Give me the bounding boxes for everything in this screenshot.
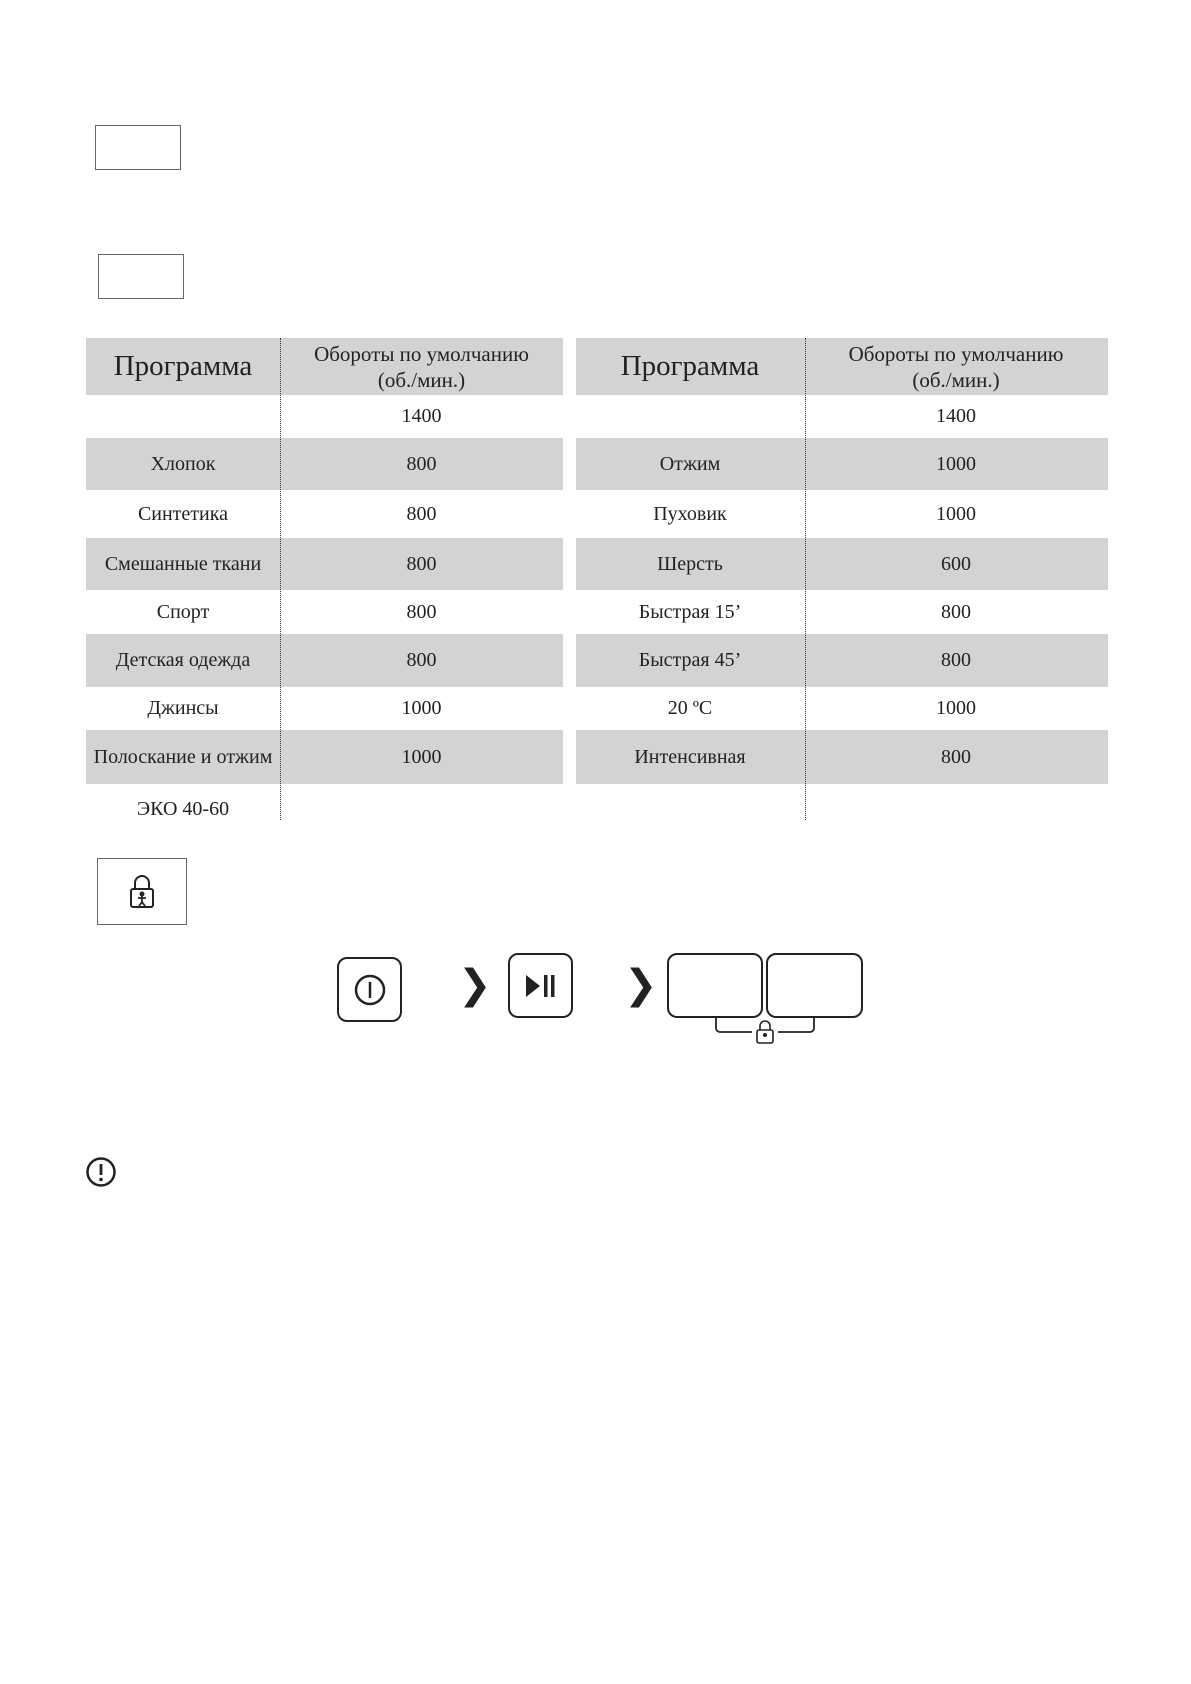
- column-divider: [805, 338, 806, 820]
- program-cell: Быстрая 15’: [638, 600, 742, 623]
- rpm-cell: 1400: [401, 405, 442, 427]
- header-rpm-line2: (об./мин.): [912, 367, 1000, 392]
- rpm-cell: 800: [280, 538, 563, 590]
- program-cell: Пуховик: [653, 502, 727, 525]
- table-row: [86, 490, 563, 538]
- program-cell: Хлопок: [86, 438, 280, 490]
- table-row: [576, 490, 1108, 538]
- program-cell: ЭКО 40-60: [136, 797, 230, 820]
- header-rpm-line1: Обороты по умолчанию: [848, 341, 1064, 366]
- indicator-box-2: [98, 254, 184, 299]
- table-row: [576, 538, 1108, 590]
- power-button[interactable]: [337, 957, 402, 1022]
- rpm-cell: 1000: [936, 697, 976, 719]
- indicator-box-1: [95, 125, 181, 170]
- table-row: [576, 730, 1108, 784]
- rpm-cell: 800: [804, 730, 1108, 784]
- header-program: Программа: [86, 338, 280, 395]
- sequence-arrow: ❯: [458, 962, 492, 1008]
- warning-icon: [85, 1156, 117, 1188]
- header-program: Программа: [576, 338, 804, 395]
- program-cell: Отжим: [576, 438, 804, 490]
- table-row: [576, 438, 1108, 490]
- rpm-cell: 1000: [804, 438, 1108, 490]
- table-row: [86, 784, 563, 834]
- program-cell: Детская одежда: [86, 634, 280, 687]
- rpm-cell: 800: [280, 634, 563, 687]
- child-lock-icon: [757, 1021, 773, 1043]
- table-row: [576, 395, 1108, 438]
- rpm-cell: 800: [406, 600, 437, 623]
- column-divider: [280, 338, 281, 820]
- table-header: [576, 338, 1108, 395]
- program-cell: Джинсы: [147, 697, 219, 719]
- program-cell: Быстрая 45’: [576, 634, 804, 687]
- table-row: [86, 687, 563, 730]
- child-lock-box: [97, 858, 187, 925]
- program-cell: Синтетика: [137, 502, 229, 525]
- sequence-arrow: ❯: [624, 962, 658, 1008]
- table-row: [576, 784, 1108, 834]
- table-row: [576, 590, 1108, 634]
- program-cell: Полоскание и отжим: [86, 730, 280, 784]
- rpm-cell: 1000: [401, 697, 442, 719]
- table-row: [576, 687, 1108, 730]
- table-row: [576, 634, 1108, 687]
- header-rpm-line2: (об./мин.): [377, 367, 466, 392]
- rpm-cell: 1000: [936, 502, 976, 525]
- program-cell: [576, 784, 804, 834]
- program-cell: Шерсть: [576, 538, 804, 590]
- rpm-cell: 1400: [936, 405, 976, 427]
- table-row: [86, 590, 563, 634]
- rpm-cell: 800: [280, 438, 563, 490]
- table-row: [86, 538, 563, 590]
- table-row: [86, 634, 563, 687]
- rpm-cell: [280, 784, 563, 834]
- program-cell: Спорт: [156, 600, 210, 623]
- program-cell: [86, 395, 280, 438]
- program-cell: Смешанные ткани: [86, 538, 280, 590]
- header-rpm: [280, 338, 563, 395]
- power-icon: [353, 973, 387, 1007]
- start-pause-button[interactable]: [508, 953, 573, 1018]
- option-button-1[interactable]: [667, 953, 763, 1018]
- table-header: [86, 338, 563, 395]
- rpm-cell: 800: [804, 634, 1108, 687]
- header-rpm: [804, 338, 1108, 395]
- table-row: [86, 438, 563, 490]
- rpm-cell: [804, 784, 1108, 834]
- program-cell: [576, 395, 804, 438]
- header-rpm-line1: Обороты по умолчанию: [314, 341, 529, 366]
- rpm-cell: 800: [406, 502, 437, 525]
- table-row: [86, 395, 563, 438]
- rpm-cell: 800: [941, 600, 971, 623]
- play-pause-icon: [524, 973, 558, 999]
- rpm-cell: 600: [804, 538, 1108, 590]
- combo-bracket: [710, 1016, 820, 1046]
- table-row: [86, 730, 563, 784]
- rpm-cell: 1000: [280, 730, 563, 784]
- child-lock-icon: [127, 874, 157, 910]
- program-cell: 20 ºC: [667, 697, 713, 719]
- option-button-2[interactable]: [766, 953, 863, 1018]
- program-cell: Интенсивная: [576, 730, 804, 784]
